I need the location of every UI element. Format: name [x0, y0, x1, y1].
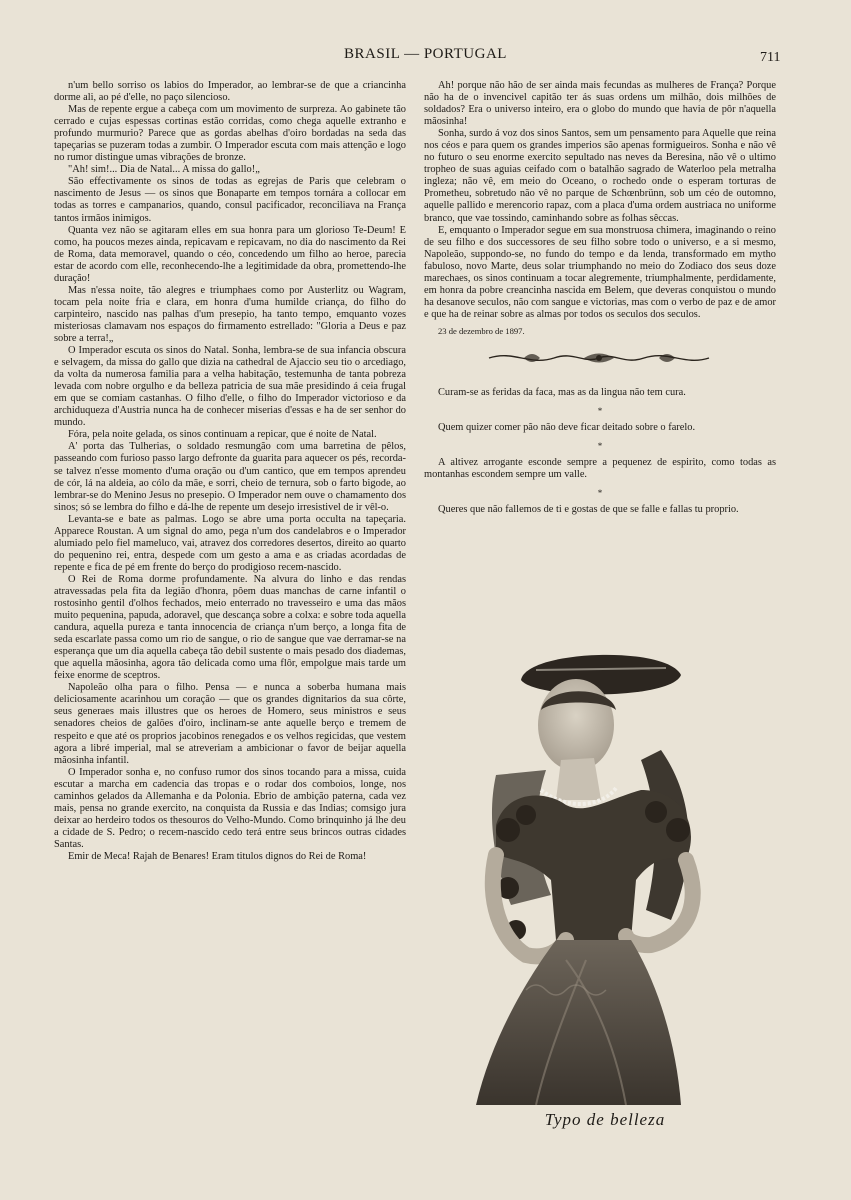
paragraph: Mas n'essa noite, tão alegres e triumphaes como por Austerlitz ou Wagram, tocam pela noite fria e clara, em honra d'uma humilde criança, do filho do carpinteiro, nascido nas palhas d'um presepio, ha tanto tempo, emquanto vozes misteriosas clamavam nos espaços do firmamento estrellado: "Gloria a Deus e paz sobre a terra!„	[54, 284, 406, 344]
right-column	[424, 80, 776, 516]
paragraph: Mas de repente ergue a cabeça com um movimento de surpreza. Ao gabinete tão cerrado e cujas espessas cortinas estão corridas, como chega aquelle extranho e profundo murmurio? Parece que as gordas abelhas d'oiro bordadas na seda das tapeçarias se puzeram todas a zumbir. O Imperador escuta com mais attenção e logo no rumor distingue umas vibrações de bronze.	[54, 104, 406, 164]
paragraph: São effectivamente os sinos de todas as egrejas de Paris que celebram o nascimento de Jesus — os sinos que Bonaparte em tempos tornára a collocar em todas as torres e campanarios, quando, consul pacificador, reconciliava na França tantos irmãos inimigos.	[54, 176, 406, 224]
maxim: Quem quizer comer pão não deve ficar deitado sobre o farelo.	[438, 422, 696, 434]
maxim-separator: *	[597, 488, 603, 499]
dateline: 23 de dezembro de 1897.	[438, 325, 525, 336]
photo-caption: Typo de belleza	[544, 1110, 666, 1129]
paragraph: Quanta vez não se agitaram elles em sua honra para um glorioso Te-Deum! E como, ha poucos mezes ainda, repicavam e repicavam, no dia do nascimento da Rei de Roma, data memoravel, quando o céo, concedendo um filho ao heroe, parecia estar de acordo com elle, reconhecendo-lhe a legitimidade da obra, promettendo-lhe duração!	[54, 224, 406, 284]
left-column	[54, 80, 406, 863]
paragraph: E, emquanto o Imperador segue em sua monstruosa chimera, imaginando o reino de seu filho e dos successores de seu filho sobre todo o universo, e a si mesmo, Napoleão, suppondo-se, no fundo do tempo e da lenda, transformado em mytho fabuloso, novo Marte, deus solar triumphando no meio do Zodiaco dos seus doze marechaes, os sinos continuam a tocar alegremente, triumphalmente, perdidamente, em honra da pobre creancinha nascida em Belem, que deveras conquistou o mundo ha desanove seculos, não com sangue e victorias, mas com o verbo de paz e de amor e que ha de reinar sobre as almas por todos os seculos dos seculos.	[424, 224, 776, 320]
paragraph: Emir de Meca! Rajah de Benares! Eram titulos dignos do Rei de Roma!	[68, 851, 367, 862]
maxim: A altivez arrogante esconde sempre a pequenez de espirito, como todas as montanhas escondem sempre um valle.	[424, 457, 776, 481]
paragraph: O Imperador escuta os sinos do Natal. Sonha, lembra-se de sua infancia obscura e selvagem, da missa do gallo que dizia na cathedral de Ajaccio seu tio o arcediago, da volta da numerosa familia para a velha habitação, testemunha de tanta pobreza levada com nobre orgulho e da belleza patricia de sua mãe presidindo á ceia frugal em que se comiam castanhas. O filho d'elle, o filho do Imperador victorioso e da archiduqueza d'Austria nunca ha de conhecer miserias d'essas e ha de ser senhor do mundo.	[54, 345, 406, 429]
maxim-separator: *	[597, 406, 603, 417]
ornament-divider	[484, 349, 714, 367]
paragraph: Fóra, pela noite gelada, os sinos continuam a repicar, que é noite de Natal.	[68, 429, 377, 441]
maxim-separator: *	[597, 441, 603, 452]
portrait-photo	[466, 640, 744, 1105]
paragraph: A' porta das Tulherias, o soldado resmungão com uma barretina de pêlos, passeando com furioso passo largo defronte da guarita para aquecer os pés, recorda-se talvez n'esse momento d'uma oração ou d'um cantico, que em tempos aprendeu de cór, lá na aldeia, ao cólo da mãe, e sorri, cheio de ternura, sob o farto bigode, ao lembrar-se do Menino Jesus no presepio. O Imperador nem ouve o chamamento dos sinos; só se lembra do filho e dá-lhe de repente um desejo irresistivel de ir vêl-o.	[54, 441, 406, 513]
paragraph: O Rei de Roma dorme profundamente. Na alvura do linho e das rendas atravessadas pela fita da legião d'honra, pôem duas manchas de carne infantil o rostosinho gentil d'olhos fechados, meio enterrado no travesseiro e uma das mãos muito pequenina, papuda, adoravel, que descança sobre a colxa: e sobre toda aquella candura, aquella pureza e tanta innocencia de criança n'um berço, a longa fita de seda escarlate passa como um rio de sangue, o rio de sangue que vae derramar-se na esperança que um dia aquella cabeça tão debil sustente o mais pesado dos diademas, que aquella mãosinha, agora tão delicada como uma flôr, empolgue mais tarde um feixe enorme de sceptros.	[54, 573, 406, 682]
maxim: Curam-se as feridas da faca, mas as da lingua não tem cura.	[438, 386, 686, 398]
paragraph: Napoleão olha para o filho. Pensa — e nunca a soberba humana mais deliciosamente acarinhou um coração — que os grandes dignitarios da sua côrte, seus generaes mais illustres que os heroes de Homero, seus ministros e seus senadores cheios de galões d'oiro, inclinam-se ante aquelle berço e tremem de respeito e que até os proprios jacobinos renegados e os velhos regicidas, que vestem agora a libré imperial, mal se atreveriam a ambicionar o favor de beijar aquella mãosinha infantil.	[54, 682, 406, 766]
paragraph: Ah! porque não hão de ser ainda mais fecundas as mulheres de França? Porque não ha de o invencivel capitão ter ás suas ordens um milhão, dois milhões de soldados? Era o universo inteiro, era o globo do mundo que havia de pôr n'aquella mãosinha!	[424, 80, 776, 128]
paragraph: "Ah! sim!... Dia de Natal... A missa do gallo!„	[68, 164, 260, 176]
paragraph: n'um bello sorriso os labios do Imperador, ao lembrar-se de que a criancinha dorme ali, ao pé d'elle, no paço silencioso.	[54, 80, 406, 104]
paragraph: Sonha, surdo á voz dos sinos Santos, sem um pensamento para Aquelle que reina nos céos e para quem os grandes imperios são apenas formigueiros. Sonha e não vê no futuro o seu enorme exercito sepultado nas neves da Beresina, não vê o ultimo tropheo de suas aguias ceifado com o batalhão sagrado de Waterloo pela metralha ingleza; não vê, em meio do Oceano, o rochedo onde o esperam torturas de Prometheu, sobretudo não vê no parque de Schœnbrünn, sob um céo de outomno, aquelle pallido e merencorio rapaz, com a placa d'uma ordem austriaca no uniforme branco, que vae tossindo, caminhando sobre as folhas sêccas.	[424, 128, 776, 224]
paragraph: Levanta-se e bate as palmas. Logo se abre uma porta occulta na tapeçaria. Apparece Roustan. A um signal do amo, pega n'um dos candelabros e o Imperador alumiado pelo fiel mameluco, vai, atravez dos corredores desertos, direito ao quarto do pequenino rei, entra, despede com um gesto a ama e as criadas acordadas de repente e fica de pé em frente do berço do prodigioso recem-nascido.	[54, 513, 406, 573]
maxim: Queres que não fallemos de ti e gostas de que se falle e fallas tu proprio.	[438, 504, 739, 516]
page-number: 711	[760, 50, 781, 65]
right-paragraphs	[424, 80, 776, 321]
running-head: BRASIL — PORTUGAL	[344, 46, 507, 62]
maxims-block	[424, 387, 776, 516]
paragraph: O Imperador sonha e, no confuso rumor dos sinos tocando para a missa, cuida escutar a marcha em cadencia das tropas e o rodar dos comboios, longe, nos caminhos gelados da Allemanha e da Polonia. Ebrio de ambição paterna, cada vez mais, pensa no grande exercito, na conquista da Russia e das Indias; comsigo jura deixar ao herdeiro todos os thesouros do Velho-Mundo. Como brinquinho já lhe deu a cidade de S. Pedro; o recem-nascido cedo terá entre seus brincos outras cidades Santas.	[54, 766, 406, 850]
